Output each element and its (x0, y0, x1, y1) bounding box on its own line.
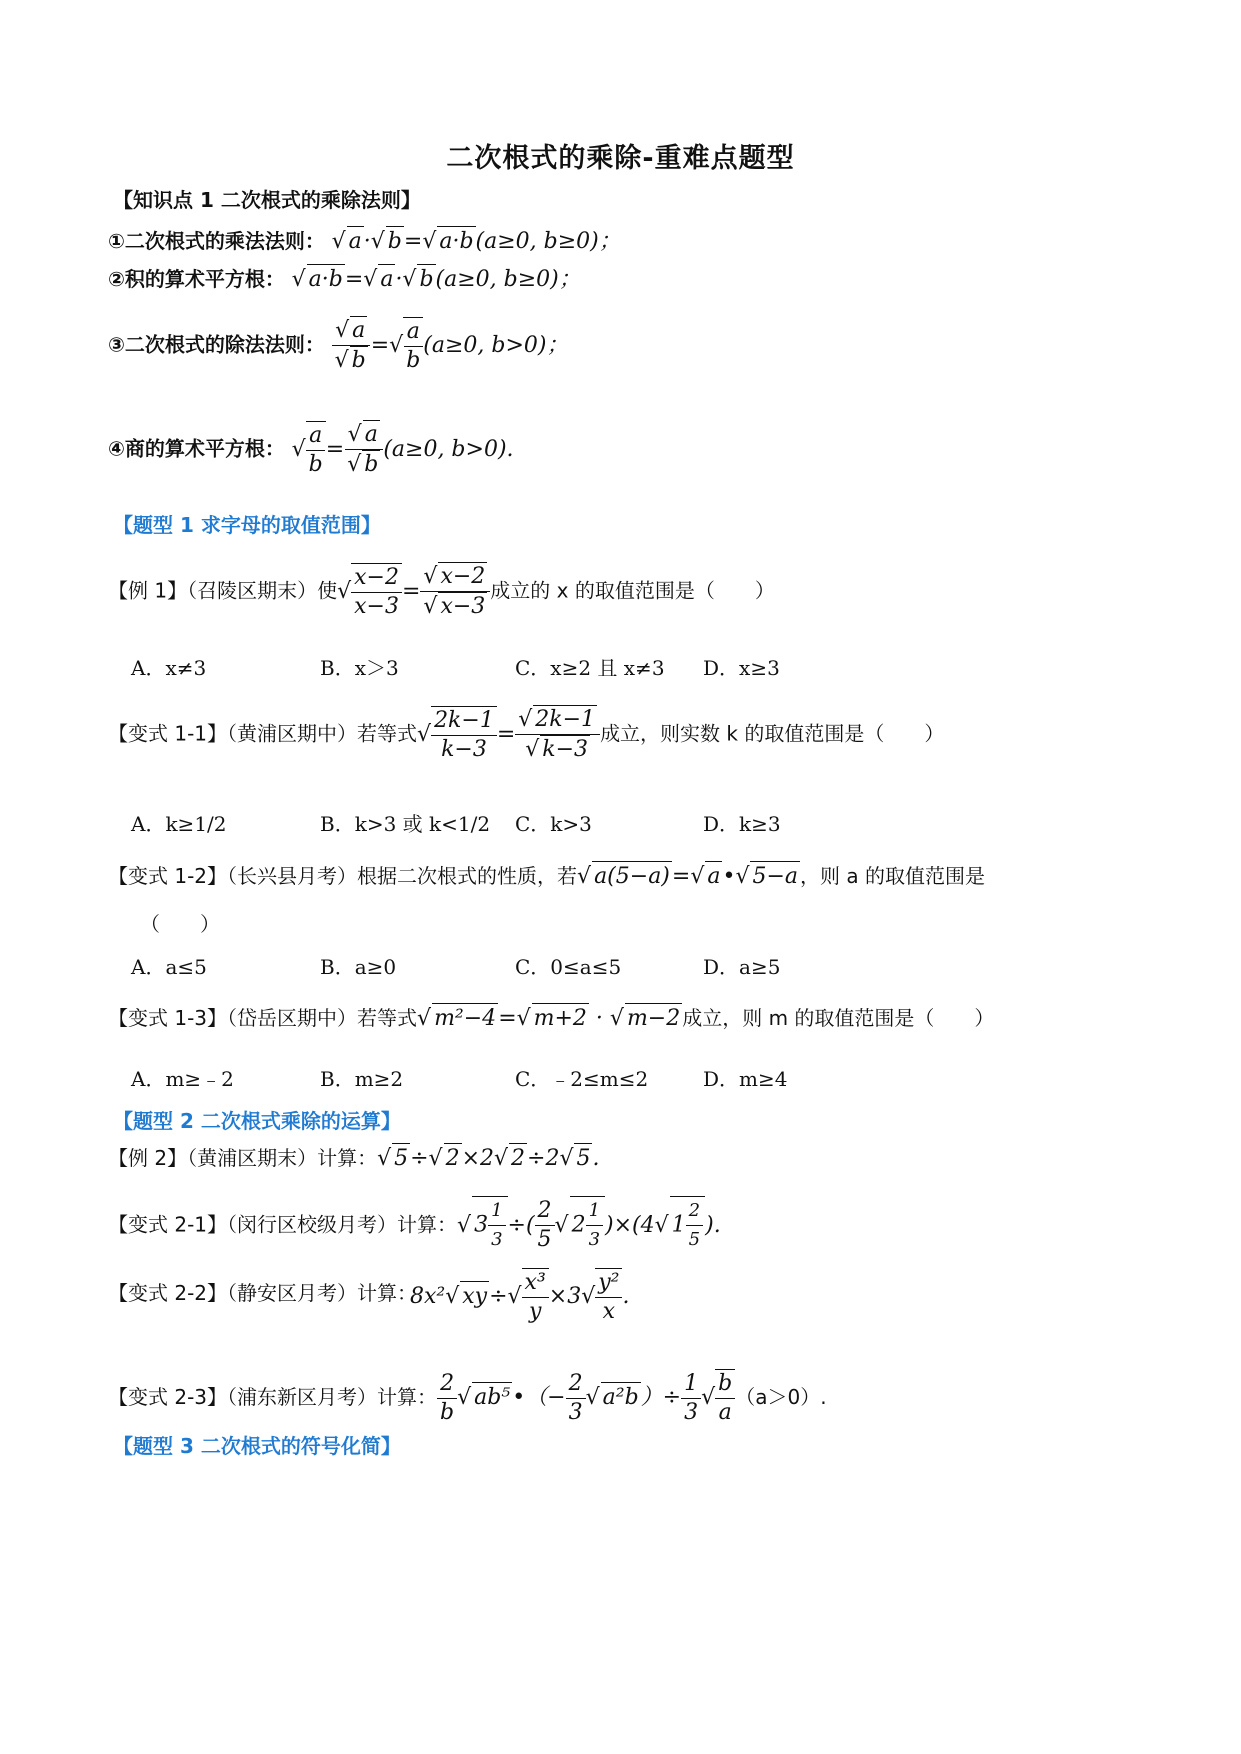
rule-3-label: ③二次根式的除法法则： (108, 332, 325, 357)
v12-option-d: D．a≥5 (703, 955, 781, 979)
example-2-prefix: 【例 2】（黄浦区期末）计算： (108, 1146, 378, 1170)
example-1-formula: √ $\frac{x-2}{x-3}$ = $\frac{√ x-2}{√ x-3}$ (337, 579, 490, 604)
variant-1-1 (108, 705, 944, 764)
variant-2-1-formula: √ 3 $\frac{1}{3}$ ÷( $\frac{2}{5}$ √ 2 $\frac{1}{3}$ )×(4√ 1 $\frac{2}{5}$ ). (457, 1198, 721, 1252)
variant-2-3-prefix: 【变式 2-3】（浦东新区月考）计算： (108, 1385, 438, 1409)
example-2 (108, 1143, 599, 1174)
variant-1-1-formula: √ $\frac{2k-1}{k-3}$ = $\frac{√ 2k-1}{√ k-3}$ (417, 722, 600, 747)
v11-option-a: A．k≥1/2 (131, 812, 227, 836)
type-1-header: 【题型 1 求字母的取值范围】 (113, 513, 381, 537)
variant-1-3-formula: √ m²−4=√ m+2 · √ m−2 (417, 1006, 682, 1031)
rule-1-formula: √ a·√ b=√ a·b(a≥0, b≥0)； (332, 229, 621, 254)
variant-2-3-condition: （a＞0）. (735, 1385, 827, 1409)
example-2-formula: √ 5÷√ 2×2√ 2÷2√ 5. (377, 1146, 599, 1171)
page-title: 二次根式的乘除-重难点题型 (446, 143, 795, 174)
rule-4 (108, 420, 514, 479)
ex1-option-c: C．x≥2 且 x≠3 (515, 656, 665, 680)
variant-1-1-prefix: 【变式 1-1】（黄浦区期中）若等式 (108, 721, 418, 746)
v11-option-c: C．k>3 (515, 812, 592, 836)
type-3-header: 【题型 3 二次根式的符号化简】 (113, 1434, 401, 1458)
variant-1-2 (108, 861, 985, 892)
rule-3-formula: $\frac{√ a}{√ b}$ =√ $\frac{a}{b}$ (a≥0, b>0)； (332, 333, 569, 358)
variant-2-3-formula: $\frac{2}{b}$ √ ab⁵•（− $\frac{2}{3}$ √ a²b）÷ $\frac{1}{3}$ √ $\frac{b}{a}$ (437, 1385, 735, 1410)
rule-1 (108, 226, 621, 257)
variant-1-3 (108, 1003, 994, 1034)
variant-1-3-suffix: 成立，则 m 的取值范围是（ ） (682, 1006, 995, 1030)
variant-1-2-formula: √ a(5−a)=√ a•√ 5−a (577, 864, 800, 889)
rule-1-label: ①二次根式的乘法法则： (108, 229, 325, 253)
v11-option-b: B．k>3 或 k<1/2 (320, 812, 491, 836)
v13-option-d: D．m≥4 (703, 1067, 788, 1091)
example-1-prefix: 【例 1】（召陵区期末）使 (108, 578, 338, 603)
knowledge-header: 【知识点 1 二次根式的乘除法则】 (113, 188, 421, 212)
ex1-option-a: A．x≠3 (131, 656, 207, 680)
ex1-option-d: D．x≥3 (703, 656, 780, 680)
variant-1-3-prefix: 【变式 1-3】（岱岳区期中）若等式 (108, 1006, 418, 1030)
variant-1-1-suffix: 成立，则实数 k 的取值范围是（ ） (600, 721, 945, 746)
v13-option-b: B．m≥2 (320, 1067, 404, 1091)
v12-option-c: C．0≤a≤5 (515, 955, 622, 979)
variant-2-2-formula: 8x²√ xy÷√ $\frac{\text{x³}}{y}$ ×3√ $\frac{\text{y²}}{x}$ . (410, 1270, 630, 1324)
v12-option-b: B．a≥0 (320, 955, 397, 979)
rule-2-label: ②积的算术平方根： (108, 267, 285, 291)
rule-3 (108, 316, 569, 375)
rule-2 (108, 264, 581, 295)
variant-2-1-prefix: 【变式 2-1】（闵行区校级月考）计算： (108, 1212, 458, 1237)
rule-4-formula: √ $\frac{a}{b}$ = $\frac{√ a}{√ b}$ (a≥0, b>0). (291, 422, 514, 477)
rule-2-formula: √ a·b=√ a·√ b(a≥0, b≥0)； (292, 267, 581, 292)
type-2-header: 【题型 2 二次根式乘除的运算】 (113, 1109, 401, 1133)
variant-1-2-prefix: 【变式 1-2】（长兴县月考）根据二次根式的性质，若 (108, 864, 578, 888)
variant-2-2-prefix: 【变式 2-2】（静安区月考）计算： (108, 1281, 418, 1305)
variant-2-1 (108, 1196, 721, 1254)
rule-4-label: ④商的算术平方根： (108, 436, 285, 461)
variant-2-3 (108, 1369, 827, 1427)
variant-2-2 (108, 1278, 417, 1308)
example-1-suffix: 成立的 x 的取值范围是（ ） (490, 578, 775, 603)
ex1-option-b: B．x＞3 (320, 656, 399, 680)
v13-option-c: C．﹣2≤m≤2 (515, 1067, 649, 1091)
example-1 (108, 562, 775, 621)
variant-1-2-suffix: ，则 a 的取值范围是 (800, 864, 986, 888)
v13-option-a: A．m≥﹣2 (131, 1067, 234, 1091)
variant-1-2-paren: （ ） (140, 912, 220, 936)
v12-option-a: A．a≤5 (131, 955, 207, 979)
v11-option-d: D．k≥3 (703, 812, 781, 836)
